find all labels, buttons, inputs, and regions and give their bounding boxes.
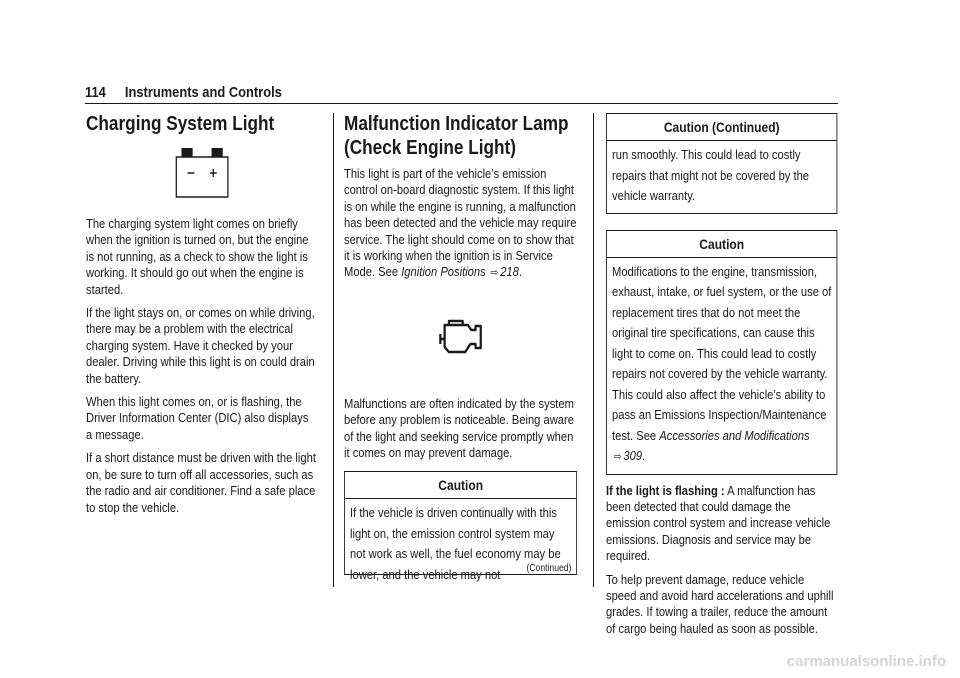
engine-icon	[437, 316, 485, 356]
ignition-positions-page[interactable]: 218	[500, 264, 519, 280]
caution-continued-title: Caution (Continued)	[607, 114, 837, 141]
continued-label: (Continued)	[526, 563, 572, 575]
caution-title: Caution	[345, 472, 577, 499]
charging-paragraph-2: If the light stays on, or comes on while driving, there may be a problem with the electrical charging system. Have it checked by your dealer. Driving while this light is on could drain the battery.	[86, 305, 315, 386]
column-divider-1	[333, 113, 334, 587]
page-ref-arrow-icon: ⇨	[490, 267, 499, 280]
flashing-paragraph	[606, 483, 837, 565]
page-header	[85, 84, 314, 101]
page-number: 114	[85, 84, 106, 101]
caution-2-text: Modifications to the engine, transmission, exhaust, intake, or fuel system, or the use of replacement tires that do not meet the original tire specifications, can cause this light to come on. This could lead to costly repairs not covered by the vehicle warranty. This could also affect the vehicle’s ability to pass an Emissions Inspection/Maintenance test. See	[612, 263, 832, 443]
malfunction-paragraph-1: This light is part of the vehicle’s emission control on-board diagnostic system. If this light is on while the engine is running, a malfunction has been detected and the vehicle may require service. The light should come on to show that it is working when the ignition is in Service Mode. See Ignition Positions ⇨ 218.	[344, 166, 577, 280]
caution-2-body: Modifications to the engine, transmission, exhaust, intake, or fuel system, or the use of replacement tires that do not meet the original tire specifications, can cause this light to come on. This could lead to costly repairs not covered by the vehicle warranty. This could also affect the vehicle’s ability to pass an Emissions Inspection/Maintenance test. See Accessories and Modifications ⇨ 309.	[612, 263, 832, 463]
accessories-link[interactable]: Accessories and Modifications	[659, 427, 810, 443]
ignition-positions-link[interactable]: Ignition Positions	[401, 264, 486, 280]
accessories-page[interactable]: 309	[623, 448, 643, 463]
charging-paragraph-1: The charging system light comes on briefly when the ignition is turned on, but the engine is not running, as a check to show the light is working. It should go out when the engine is started.	[86, 216, 309, 297]
charging-title: Charging System Light	[86, 113, 275, 135]
caution-continued-body: run smoothly. This could lead to costly repairs that might not be covered by the vehicle warranty.	[612, 147, 810, 203]
malfunction-title: Malfunction Indicator Lamp (Check Engine Light)	[344, 113, 569, 159]
column-cautions	[606, 112, 838, 644]
watermark: carmanualsonline.info	[786, 653, 946, 670]
flashing-text: A malfunction has been detected that could damage the emission control system and increase vehicle emissions. Diagnosis and service may be required.	[606, 482, 831, 564]
column-charging	[86, 112, 318, 523]
caution-2-title: Caution	[607, 231, 837, 258]
malfunction-paragraph-2: Malfunctions are often indicated by the system before any problem is noticeable. Being aware of the light and seeking service promptly when it comes on may prevent damage.	[344, 395, 574, 461]
caution-body: If the vehicle is driven continually with this light on, the emission control system may not work as well, the fuel economy may be lower, and the vehicle may not	[350, 505, 561, 582]
column-divider-2	[593, 113, 594, 587]
prevent-damage-paragraph: To help prevent damage, reduce vehicle speed and avoid hard accelerations and uphill grades. If towing a trailer, reduce the amount of cargo being hauled as soon as possible.	[606, 571, 834, 636]
column-malfunction	[344, 112, 578, 583]
charging-paragraph-4: If a short distance must be driven with the light on, be sure to turn off all accessories, such as the radio and air conditioner. Find a safe place to stop the vehicle.	[86, 450, 316, 515]
charging-paragraph-3: When this light comes on, or is flashing, the Driver Information Center (DIC) also displays a message.	[86, 394, 309, 442]
caution-box-2	[606, 230, 837, 475]
flashing-label: If the light is flashing :	[606, 482, 725, 498]
battery-icon	[175, 148, 228, 198]
caution-box-1	[344, 471, 577, 582]
malfunction-paragraph-1-text: This light is part of the vehicle’s emission control on-board diagnostic system. If this light is on while the engine is running, a malfunction has been detected and the vehicle may require service. The light should come on to show that it is working when the ignition is in Service Mode. See	[344, 166, 577, 280]
caution-box-continued	[606, 113, 837, 214]
page-ref-arrow-icon: ⇨	[613, 451, 622, 463]
section-title: Instruments and Controls	[124, 84, 282, 101]
header-rule	[85, 103, 838, 104]
